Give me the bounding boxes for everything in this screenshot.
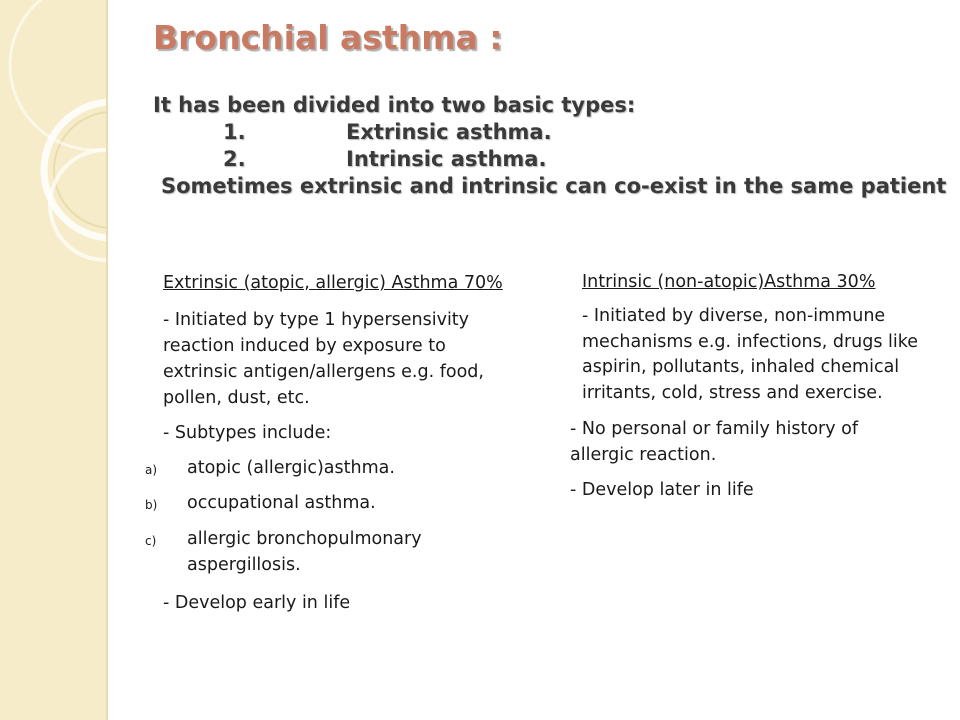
intro-lead: It has been divided into two basic types: — [153, 93, 636, 117]
intrinsic-column — [570, 270, 930, 502]
subtype-text: occupational asthma. — [187, 493, 376, 513]
type-label: Extrinsic asthma. — [346, 120, 552, 144]
slide-title: Bronchial asthma : — [153, 18, 503, 57]
decorative-circles — [0, 0, 106, 720]
extrinsic-initiated: - Initiated by type 1 hypersensivity reaction induced by exposure to extrinsic antigen/allergens e.g. food, pollen, dust, etc. — [163, 310, 484, 408]
extrinsic-onset: - Develop early in life — [163, 593, 351, 613]
type-number: 2. — [223, 147, 246, 171]
intrinsic-heading: Intrinsic (non-atopic)Asthma 30% — [582, 272, 876, 292]
extrinsic-column — [145, 271, 518, 615]
subtype-item — [145, 491, 518, 515]
subtype-item — [145, 456, 518, 480]
intrinsic-history: - No personal or family history of allergic reaction. — [570, 419, 859, 465]
subtype-item — [145, 526, 487, 578]
type-number: 1. — [223, 120, 246, 144]
decorative-side-band — [0, 0, 108, 720]
subtype-text: atopic (allergic)asthma. — [187, 458, 395, 478]
intro-block — [153, 92, 946, 200]
intrinsic-onset: - Develop later in life — [570, 480, 754, 500]
type-label: Intrinsic asthma. — [346, 147, 547, 171]
extrinsic-subtypes-label: - Subtypes include: — [163, 423, 332, 443]
intro-note: Sometimes extrinsic and intrinsic can co-exist in the same patient — [161, 174, 947, 198]
extrinsic-heading: Extrinsic (atopic, allergic) Asthma 70% — [163, 273, 503, 293]
intrinsic-initiated: - Initiated by diverse, non-immune mechanisms e.g. infections, drugs like aspirin, pollutants, inhaled chemical irritants, cold, stress and exercise. — [582, 306, 919, 403]
subtype-mark: a) — [145, 463, 158, 477]
subtype-mark: b) — [145, 498, 158, 512]
subtype-mark: c) — [145, 534, 157, 548]
subtype-text: allergic bronchopulmonary aspergillosis. — [187, 529, 422, 575]
type-item-1 — [153, 119, 946, 146]
type-item-2 — [153, 146, 946, 173]
